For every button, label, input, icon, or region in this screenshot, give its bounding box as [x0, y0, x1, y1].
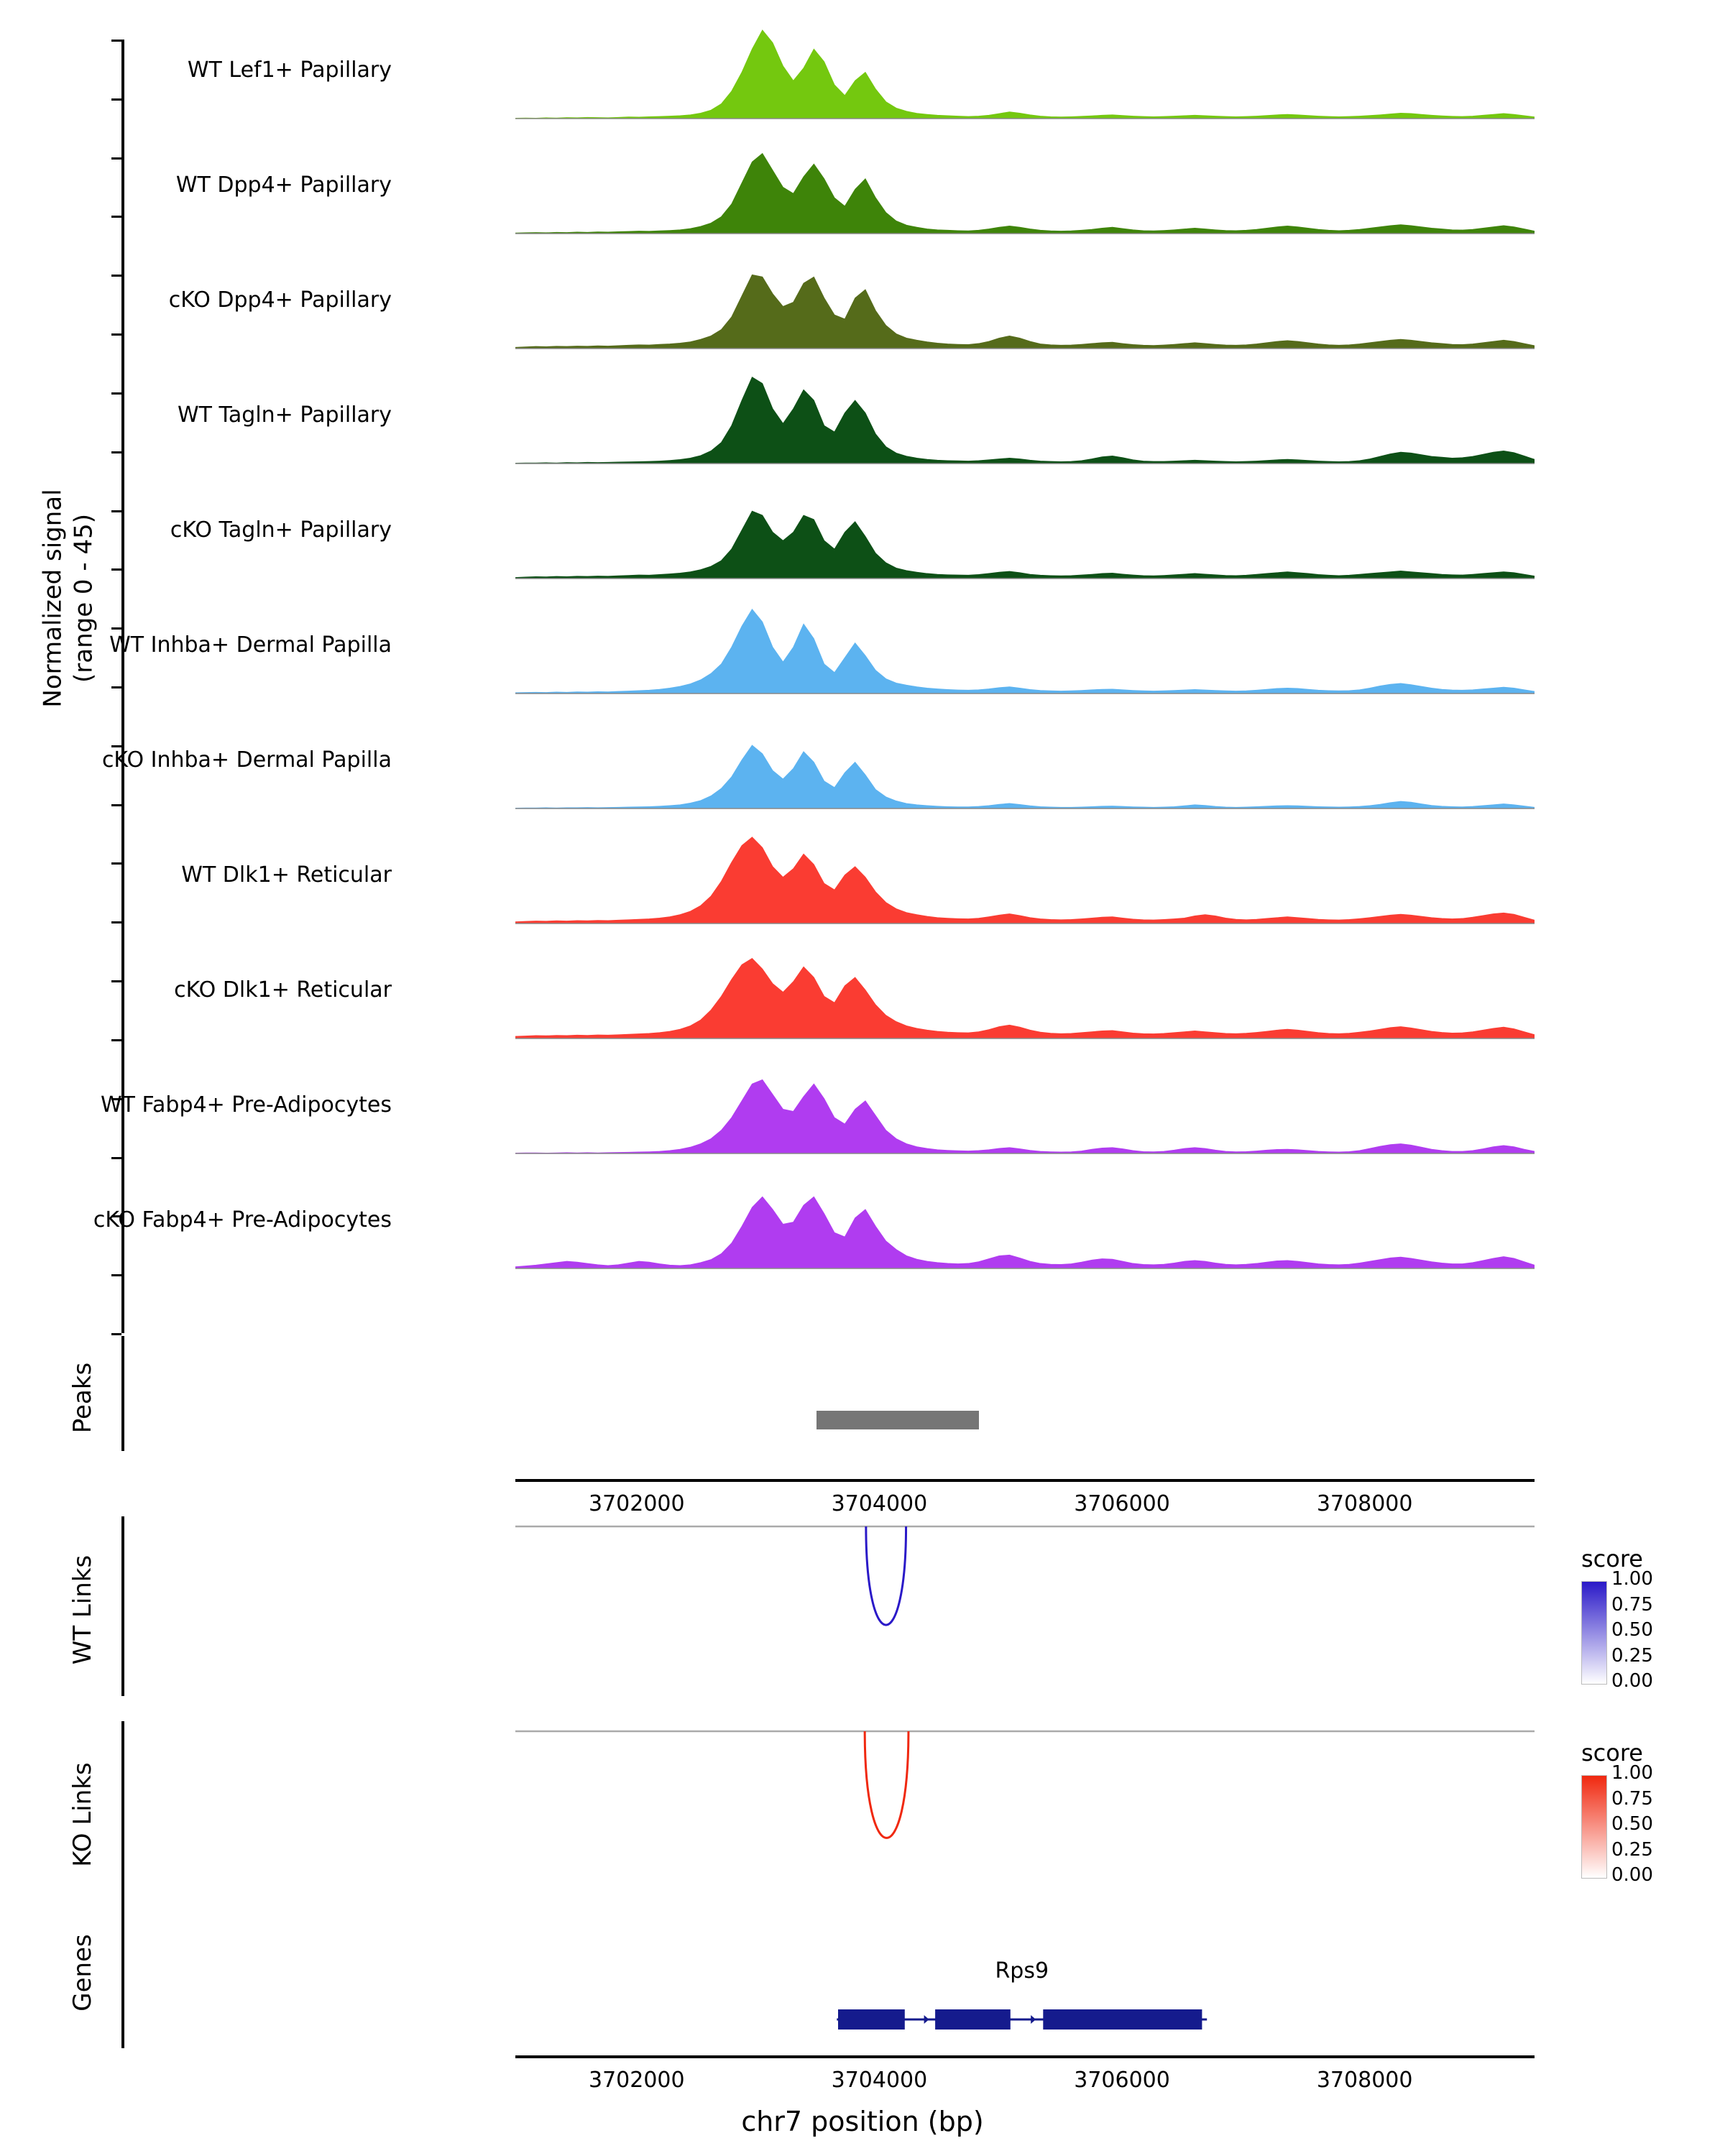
- coverage-track-canvas: [515, 704, 1535, 819]
- coverage-track-canvas: [515, 589, 1535, 704]
- coverage-tracks: [0, 14, 1646, 1315]
- x-tick-label: 3708000: [1316, 1491, 1413, 1516]
- coverage-track-canvas: [515, 129, 1535, 244]
- legend-tick-label: 0.75: [1611, 1593, 1653, 1616]
- peaks-section: [0, 1333, 1646, 1470]
- legend-tick-label: 0.25: [1611, 1644, 1653, 1667]
- legend-tick-label: 0.00: [1611, 1864, 1653, 1886]
- x-axis-top: [515, 1479, 1535, 1482]
- coverage-track-label: cKO Fabp4+ Pre-Adipocytes: [93, 1207, 392, 1233]
- legend-tick-label: 0.75: [1611, 1787, 1653, 1810]
- legend-tick-label: 1.00: [1611, 1568, 1653, 1590]
- ko-links-legend-ticks: [1611, 1762, 1725, 1886]
- coverage-track: [0, 474, 1646, 589]
- coverage-track: [0, 934, 1646, 1049]
- coverage-track-canvas: [515, 244, 1535, 359]
- x-tick-label: 3704000: [831, 1491, 928, 1516]
- wt-links-spine: [121, 1516, 124, 1696]
- legend-tick-label: 0.00: [1611, 1670, 1653, 1692]
- coverage-track: [0, 704, 1646, 819]
- ko-links-legend-colorbar: [1581, 1775, 1607, 1879]
- x-axis-bottom: [515, 2055, 1535, 2058]
- x-tick-label: 3708000: [1316, 2068, 1413, 2093]
- coverage-track-label: WT Tagln+ Papillary: [178, 402, 392, 428]
- coverage-track-canvas: [515, 474, 1535, 589]
- wt-links-legend-colorbar: [1581, 1581, 1607, 1685]
- coverage-track-label: WT Lef1+ Papillary: [187, 57, 392, 83]
- coverage-track-label: cKO Tagln+ Papillary: [170, 517, 392, 543]
- gene-name-label: Rps9: [995, 1958, 1049, 1984]
- signal-axis-label-line1: Normalized signal: [38, 489, 68, 708]
- wt-links-legend-title: score: [1581, 1545, 1643, 1572]
- x-axis-title: chr7 position (bp): [741, 2106, 984, 2137]
- x-tick-label: 3706000: [1074, 2068, 1170, 2093]
- coverage-track-canvas: [515, 359, 1535, 474]
- coverage-track-canvas: [515, 934, 1535, 1049]
- wt-links-legend: [1581, 1545, 1725, 1692]
- signal-axis-label-line2: (range 0 - 45): [69, 514, 98, 683]
- wt-links-label: WT Links: [68, 1554, 97, 1665]
- legend-tick-label: 0.50: [1611, 1813, 1653, 1835]
- x-tick-label: 3706000: [1074, 1491, 1170, 1516]
- gene-model: [515, 1998, 1535, 2041]
- coverage-track: [0, 359, 1646, 474]
- coverage-track-canvas: [515, 14, 1535, 129]
- coverage-track: [0, 1164, 1646, 1279]
- coverage-track-label: WT Dpp4+ Papillary: [175, 172, 392, 198]
- coverage-track: [0, 1049, 1646, 1164]
- genes-section: [0, 1890, 1646, 2070]
- coverage-track: [0, 819, 1646, 934]
- peak-region-bar: [816, 1411, 979, 1429]
- wt-links-section: [0, 1516, 1646, 1703]
- x-tick-label: 3704000: [831, 2068, 928, 2093]
- legend-tick-label: 0.50: [1611, 1619, 1653, 1641]
- ko-links-label: KO Links: [68, 1762, 97, 1867]
- genes-spine: [121, 1890, 124, 2048]
- coverage-track-label: cKO Inhba+ Dermal Papilla: [101, 747, 392, 773]
- coverage-track-label: cKO Dlk1+ Reticular: [174, 977, 392, 1003]
- wt-links-canvas: [515, 1516, 1535, 1696]
- coverage-track-canvas: [515, 1164, 1535, 1279]
- wt-links-legend-ticks: [1611, 1568, 1725, 1692]
- ko-links-legend: [1581, 1739, 1725, 1886]
- coverage-track-canvas: [515, 1049, 1535, 1164]
- ko-links-legend-title: score: [1581, 1739, 1643, 1766]
- coverage-track-canvas: [515, 819, 1535, 934]
- coverage-track-label: WT Dlk1+ Reticular: [181, 862, 392, 888]
- coverage-track: [0, 244, 1646, 359]
- legend-tick-label: 1.00: [1611, 1762, 1653, 1784]
- coverage-track-label: WT Inhba+ Dermal Papilla: [109, 632, 392, 658]
- legend-tick-label: 0.25: [1611, 1838, 1653, 1861]
- genes-label: Genes: [68, 1934, 97, 2012]
- peaks-spine: [121, 1336, 124, 1451]
- x-tick-label: 3702000: [588, 2068, 685, 2093]
- coverage-track-label: WT Fabp4+ Pre-Adipocytes: [101, 1092, 392, 1118]
- coverage-track: [0, 589, 1646, 704]
- ko-links-canvas: [515, 1721, 1535, 1901]
- ko-links-section: [0, 1721, 1646, 1908]
- ko-links-spine: [121, 1721, 124, 1901]
- peaks-label: Peaks: [68, 1362, 97, 1434]
- coverage-track: [0, 14, 1646, 129]
- x-tick-label: 3702000: [588, 1491, 685, 1516]
- coverage-track: [0, 129, 1646, 244]
- coverage-track-label: cKO Dpp4+ Papillary: [168, 287, 392, 313]
